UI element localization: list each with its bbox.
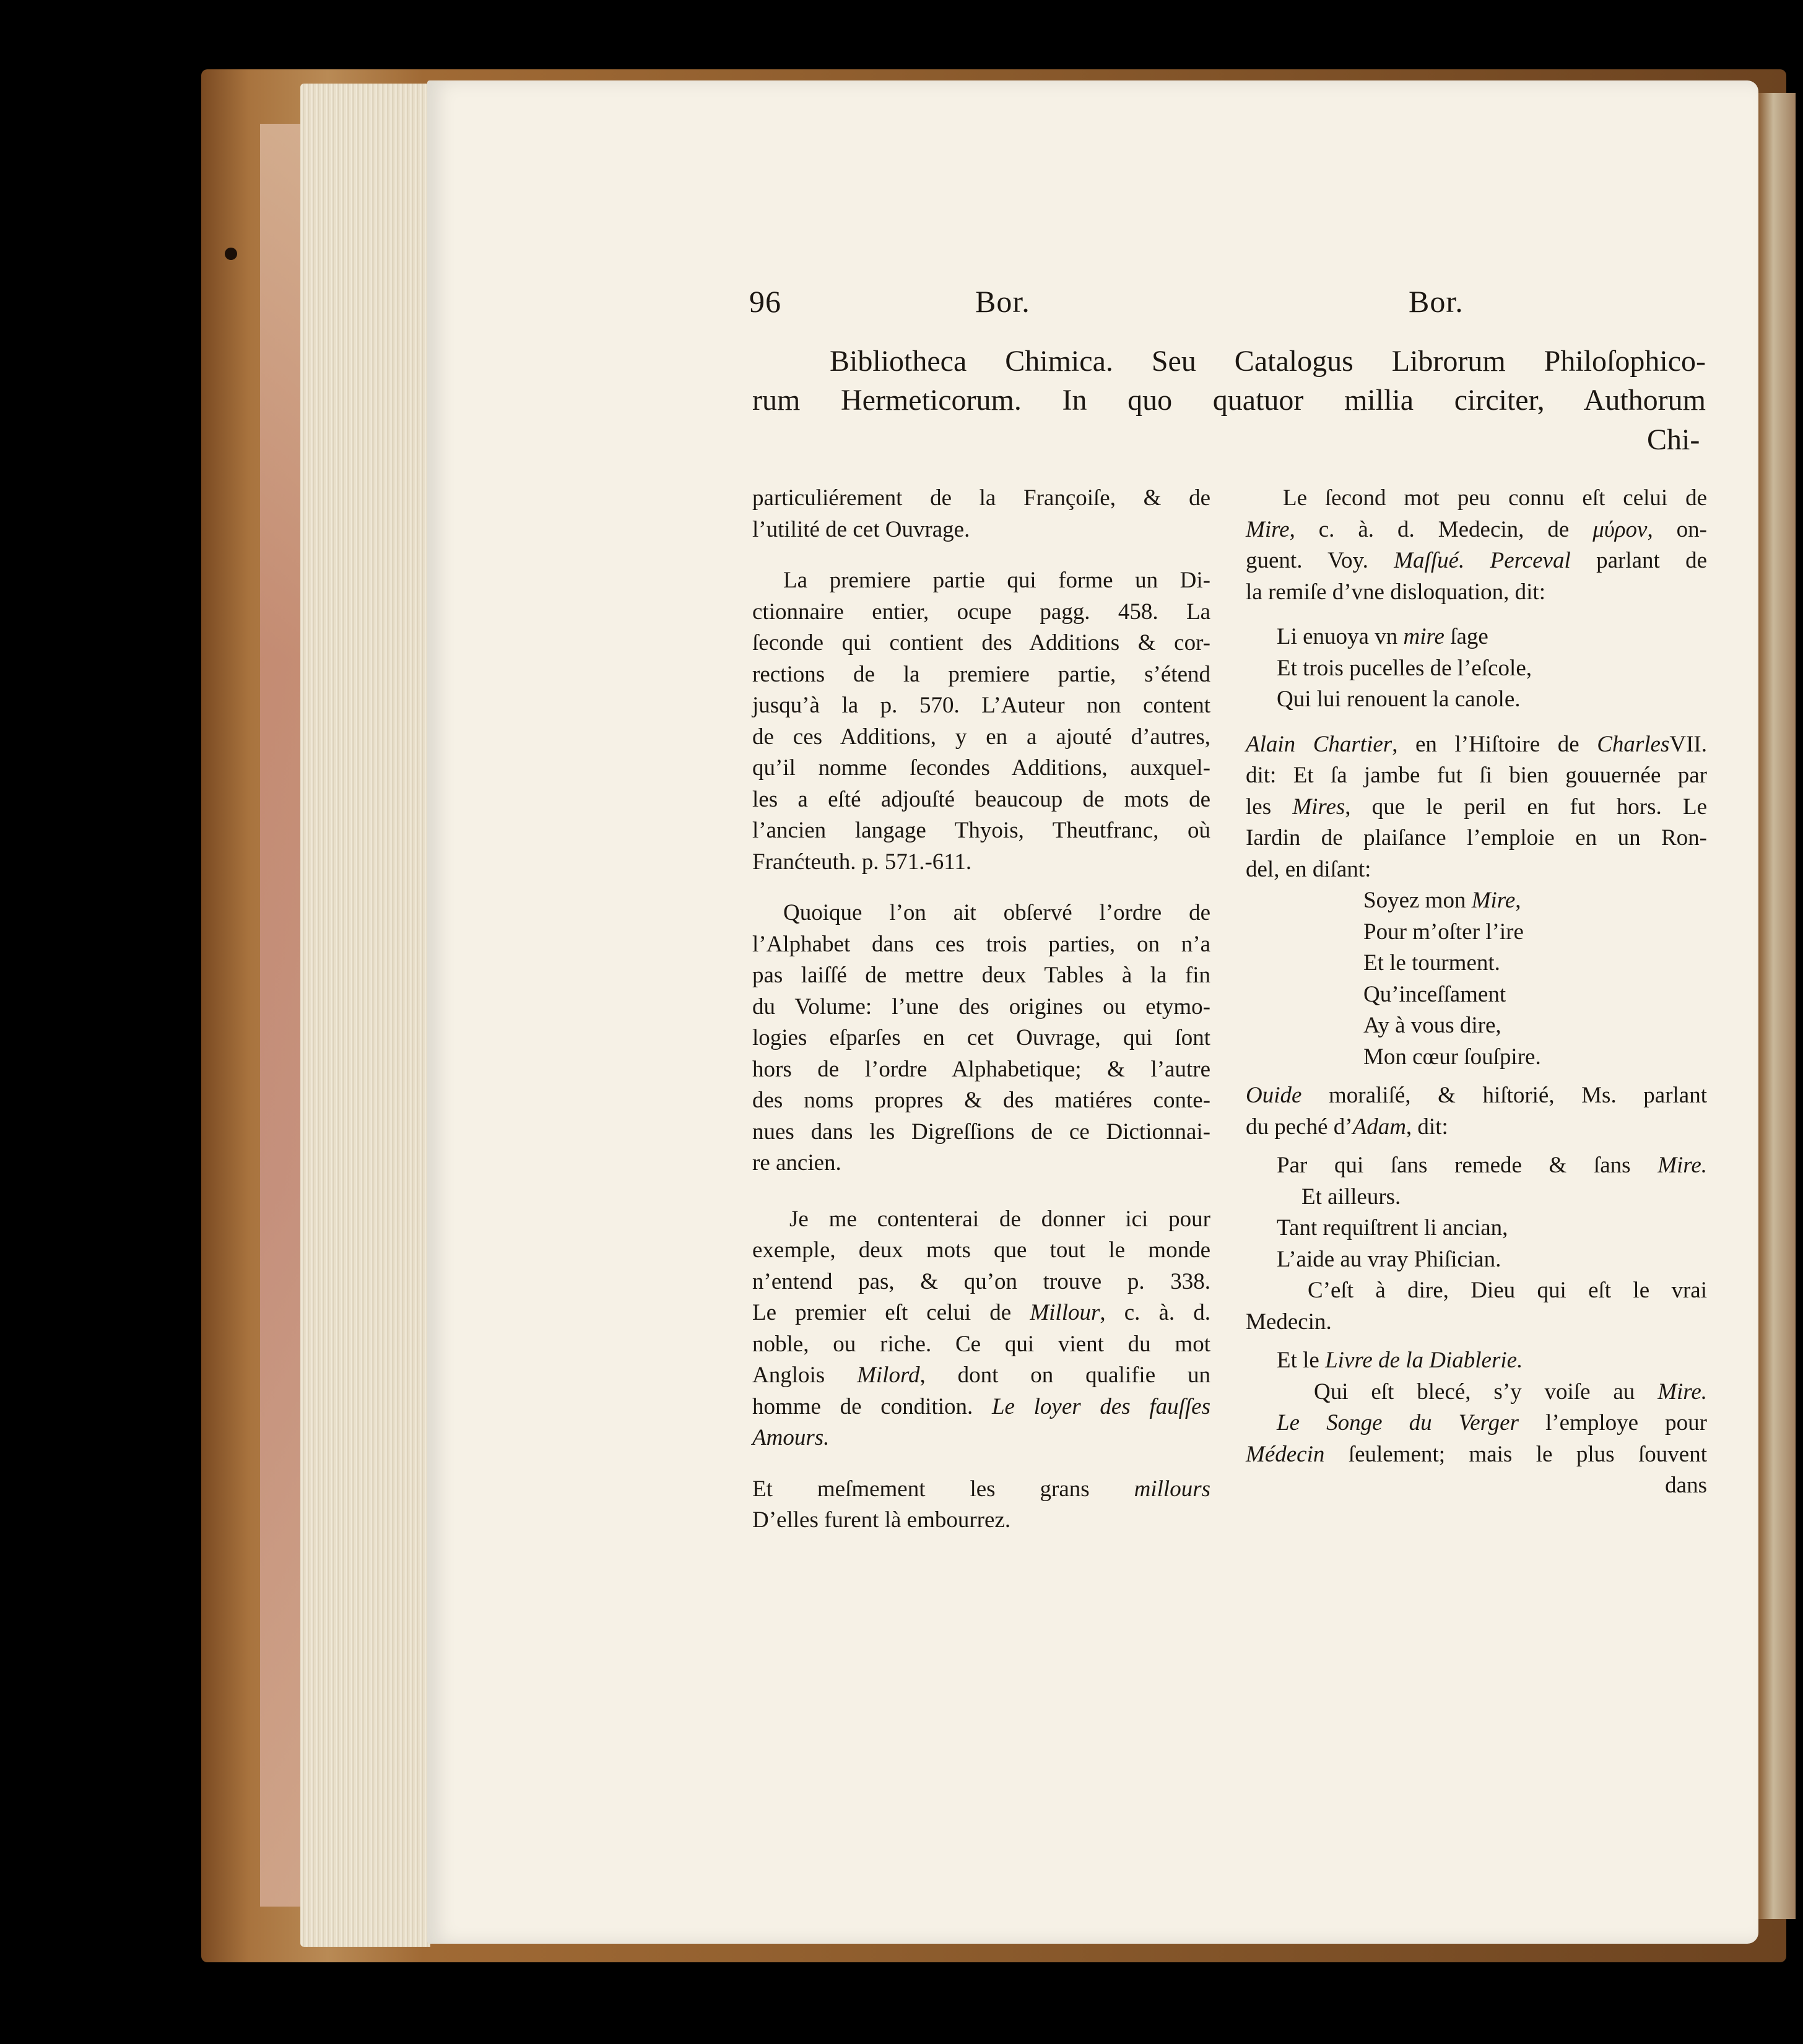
text-span: , dont on qualifie un bbox=[919, 1362, 1210, 1388]
paragraph-line: la remiſe d’vne disloquation, dit: bbox=[1246, 579, 1545, 605]
paragraph-line: re ancien. bbox=[752, 1150, 841, 1176]
text-span: Anglois bbox=[752, 1362, 825, 1388]
verse-line: Tant requiſtrent li ancian, bbox=[1277, 1215, 1508, 1241]
verse-line bbox=[1246, 1150, 1707, 1182]
italic-name: Charles bbox=[1597, 731, 1670, 757]
greek-word: μύρον bbox=[1592, 516, 1648, 542]
paragraph-line bbox=[1246, 1345, 1707, 1377]
paragraph-line: l’utilité de cet Ouvrage. bbox=[752, 516, 970, 542]
text-span: Et meſmement les grans bbox=[752, 1476, 1090, 1502]
paragraph-line: nues dans les Digreſſions de ce Dictionnai- bbox=[752, 1119, 1210, 1145]
italic-word: Milord bbox=[857, 1362, 920, 1388]
paragraph-line: n’entend pas, & qu’on trouve p. 338. bbox=[752, 1268, 1210, 1294]
italic-phrase: Le loyer des fauſſes bbox=[991, 1393, 1211, 1419]
paragraph-line: logies eſparſes en cet Ouvrage, qui ſont bbox=[752, 1025, 1210, 1050]
paragraph-line bbox=[1246, 1080, 1707, 1112]
paragraph-line: du Volume: l’une des origines ou etymo- bbox=[752, 994, 1210, 1020]
paragraph-line: rections de la premiere partie, s’étend bbox=[752, 661, 1210, 687]
verse-line bbox=[1246, 1377, 1707, 1408]
italic-word: Ouide bbox=[1246, 1083, 1302, 1108]
paragraph-line bbox=[1246, 514, 1707, 546]
text-span: , que le peril en fut hors. Le bbox=[1345, 794, 1707, 820]
paragraph-line bbox=[1246, 545, 1707, 577]
verse-line bbox=[752, 1474, 1210, 1505]
facing-page-edge bbox=[1758, 93, 1796, 1919]
verse-line: Ay à vous dire, bbox=[1363, 1013, 1501, 1038]
paragraph-line bbox=[1246, 1112, 1707, 1143]
paragraph-line: hors de l’ordre Alphabetique; & l’autre bbox=[752, 1056, 1210, 1082]
paragraph-line: del, en diſant: bbox=[1246, 856, 1371, 882]
text-span: Par qui ſans remede & ſans bbox=[1277, 1153, 1631, 1178]
verse-line bbox=[1246, 621, 1707, 653]
right-column bbox=[1246, 483, 1707, 1502]
text-span: VII. bbox=[1669, 731, 1708, 757]
verse-line: L’aide au vray Phiſician. bbox=[1277, 1246, 1501, 1272]
verse-line: Et trois pucelles de l’eſcole, bbox=[1277, 655, 1532, 681]
paragraph-line bbox=[752, 1360, 1210, 1392]
verse-line: Mon cœur ſouſpire. bbox=[1363, 1044, 1541, 1070]
paragraph-line: C’eſt à dire, Dieu qui eſt le vrai bbox=[1308, 1278, 1707, 1303]
italic-title: Livre de la Diablerie. bbox=[1325, 1348, 1523, 1373]
paragraph-line: Je me contenterai de donner ici pour bbox=[789, 1206, 1210, 1232]
italic-word: Mire. bbox=[1657, 1379, 1708, 1405]
text-span: l’employe pour bbox=[1545, 1410, 1707, 1436]
text-span: parlant de bbox=[1596, 548, 1708, 573]
paragraph-line: ctionnaire entier, ocupe pagg. 458. La bbox=[752, 599, 1210, 625]
paragraph-line: des noms propres & des matiéres conte- bbox=[752, 1088, 1210, 1113]
verse-line: Et le tourment. bbox=[1363, 950, 1500, 976]
paragraph-line: Quoique l’on ait obſervé l’ordre de bbox=[783, 900, 1210, 925]
italic-word: Mire. bbox=[1657, 1153, 1708, 1178]
verse-line: Qui lui renouent la canole. bbox=[1277, 686, 1521, 712]
text-span: , on- bbox=[1647, 516, 1708, 542]
title-catchword: Chi- bbox=[1647, 423, 1700, 456]
text-span: , bbox=[1515, 888, 1521, 913]
paragraph-line: Medecin. bbox=[1246, 1309, 1332, 1335]
text-span: Le premier eſt celui de bbox=[752, 1300, 1012, 1325]
italic-title: Le Songe du Verger bbox=[1277, 1410, 1519, 1436]
verse-line: Et ailleurs. bbox=[1301, 1184, 1401, 1210]
paragraph-line: Iardin de plaiſance l’emploie en un Ron- bbox=[1246, 825, 1707, 851]
text-span: , c. à. d. bbox=[1100, 1300, 1210, 1325]
verse-line: Pour m’oſter l’ire bbox=[1363, 919, 1524, 945]
text-span: guent. Voy. bbox=[1246, 548, 1368, 573]
title-line-1: Bibliotheca Chimica. Seu Catalogus Librorum Philoſophico- bbox=[830, 345, 1706, 378]
paragraph-line bbox=[752, 1297, 1210, 1329]
paragraph-line bbox=[1246, 1439, 1707, 1471]
text-span: Et le bbox=[1277, 1348, 1319, 1373]
paragraph-line: exemple, deux mots que tout le monde bbox=[752, 1237, 1210, 1263]
paragraph-line: noble, ou riche. Ce qui vient du mot bbox=[752, 1331, 1210, 1357]
binding-hole bbox=[225, 248, 237, 260]
text-span: Soyez mon bbox=[1363, 888, 1466, 913]
paragraph-line bbox=[1246, 792, 1707, 823]
paragraph-line: particuliérement de la Françoiſe, & de bbox=[752, 485, 1210, 511]
text-span: , c. à. d. Medecin, de bbox=[1289, 516, 1570, 542]
page-number: 96 bbox=[749, 284, 781, 319]
paragraph-line: l’ancien langage Thyois, Theutfranc, où bbox=[752, 818, 1210, 843]
paragraph-line: Amours. bbox=[752, 1425, 830, 1450]
catchword: dans bbox=[1665, 1473, 1707, 1498]
verse-line: D’elles furent là embourrez. bbox=[752, 1507, 1011, 1533]
verse-line: Qu’inceſſament bbox=[1363, 981, 1506, 1007]
text-span: ſage bbox=[1450, 624, 1488, 649]
italic-word: Médecin bbox=[1246, 1441, 1325, 1467]
text-span: moraliſé, & hiſtorié, Ms. parlant bbox=[1329, 1083, 1708, 1108]
text-span: les bbox=[1246, 794, 1272, 820]
paragraph-line: les a eſté adjouſté beaucoup de mots de bbox=[752, 786, 1210, 812]
italic-word: Mires bbox=[1292, 794, 1345, 820]
text-span: , dit: bbox=[1405, 1114, 1448, 1140]
italic-word: Mire bbox=[1246, 516, 1290, 542]
italic-word: mire bbox=[1403, 624, 1445, 649]
page-edges bbox=[300, 84, 430, 1947]
paragraph-line: Le ſecond mot peu connu eſt celui de bbox=[1283, 485, 1707, 511]
italic-word: millours bbox=[1134, 1476, 1211, 1502]
title-line-2: rum Hermeticorum. In quo quatuor millia circiter, Authorum bbox=[752, 384, 1706, 417]
italic-word: Millour bbox=[1030, 1300, 1100, 1325]
cover-edge-stain bbox=[260, 124, 303, 1907]
italic-word: Perceval bbox=[1490, 548, 1571, 573]
paragraph-line: de ces Additions, y en a ajouté d’autres, bbox=[752, 724, 1210, 750]
paragraph-line: jusqu’à la p. 570. L’Auteur non content bbox=[752, 693, 1210, 718]
text-span: ſeulement; mais le plus ſouvent bbox=[1348, 1441, 1708, 1467]
paragraph-line: La premiere partie qui forme un Di- bbox=[783, 568, 1210, 593]
running-head-right: Bor. bbox=[1409, 284, 1464, 319]
paragraph-line: qu’il nomme ſecondes Additions, auxquel- bbox=[752, 755, 1210, 781]
text-span: Li enuoya vn bbox=[1277, 624, 1398, 649]
paragraph-line: Franćteuth. p. 571.-611. bbox=[752, 849, 972, 875]
paragraph-line: ſeconde qui contient des Additions & cor- bbox=[752, 630, 1210, 656]
italic-name: Alain Chartier bbox=[1246, 731, 1392, 757]
verse-line bbox=[1246, 885, 1707, 917]
paragraph-line bbox=[1246, 1408, 1707, 1439]
running-head-left: Bor. bbox=[975, 284, 1030, 319]
paragraph-line: l’Alphabet dans ces trois parties, on n’a bbox=[752, 931, 1210, 957]
text-span: homme de condition. bbox=[752, 1393, 973, 1419]
text-span: , en l’Hiſtoire de bbox=[1392, 731, 1579, 757]
left-column bbox=[752, 483, 1210, 1536]
text-span: du peché d’ bbox=[1246, 1114, 1353, 1140]
italic-word: Adam bbox=[1352, 1114, 1406, 1140]
italic-word: Mire bbox=[1471, 888, 1516, 913]
paragraph-line: pas laiſſé de mettre deux Tables à la fin bbox=[752, 963, 1210, 988]
text-span: Qui eſt blecé, s’y voiſe au bbox=[1314, 1379, 1635, 1405]
paragraph-line bbox=[752, 1392, 1210, 1423]
italic-word: Maſſué. bbox=[1394, 548, 1465, 573]
paragraph-line: dit: Et ſa jambe fut ſi bien gouuernée par bbox=[1246, 763, 1707, 788]
paragraph-line bbox=[1246, 729, 1707, 761]
